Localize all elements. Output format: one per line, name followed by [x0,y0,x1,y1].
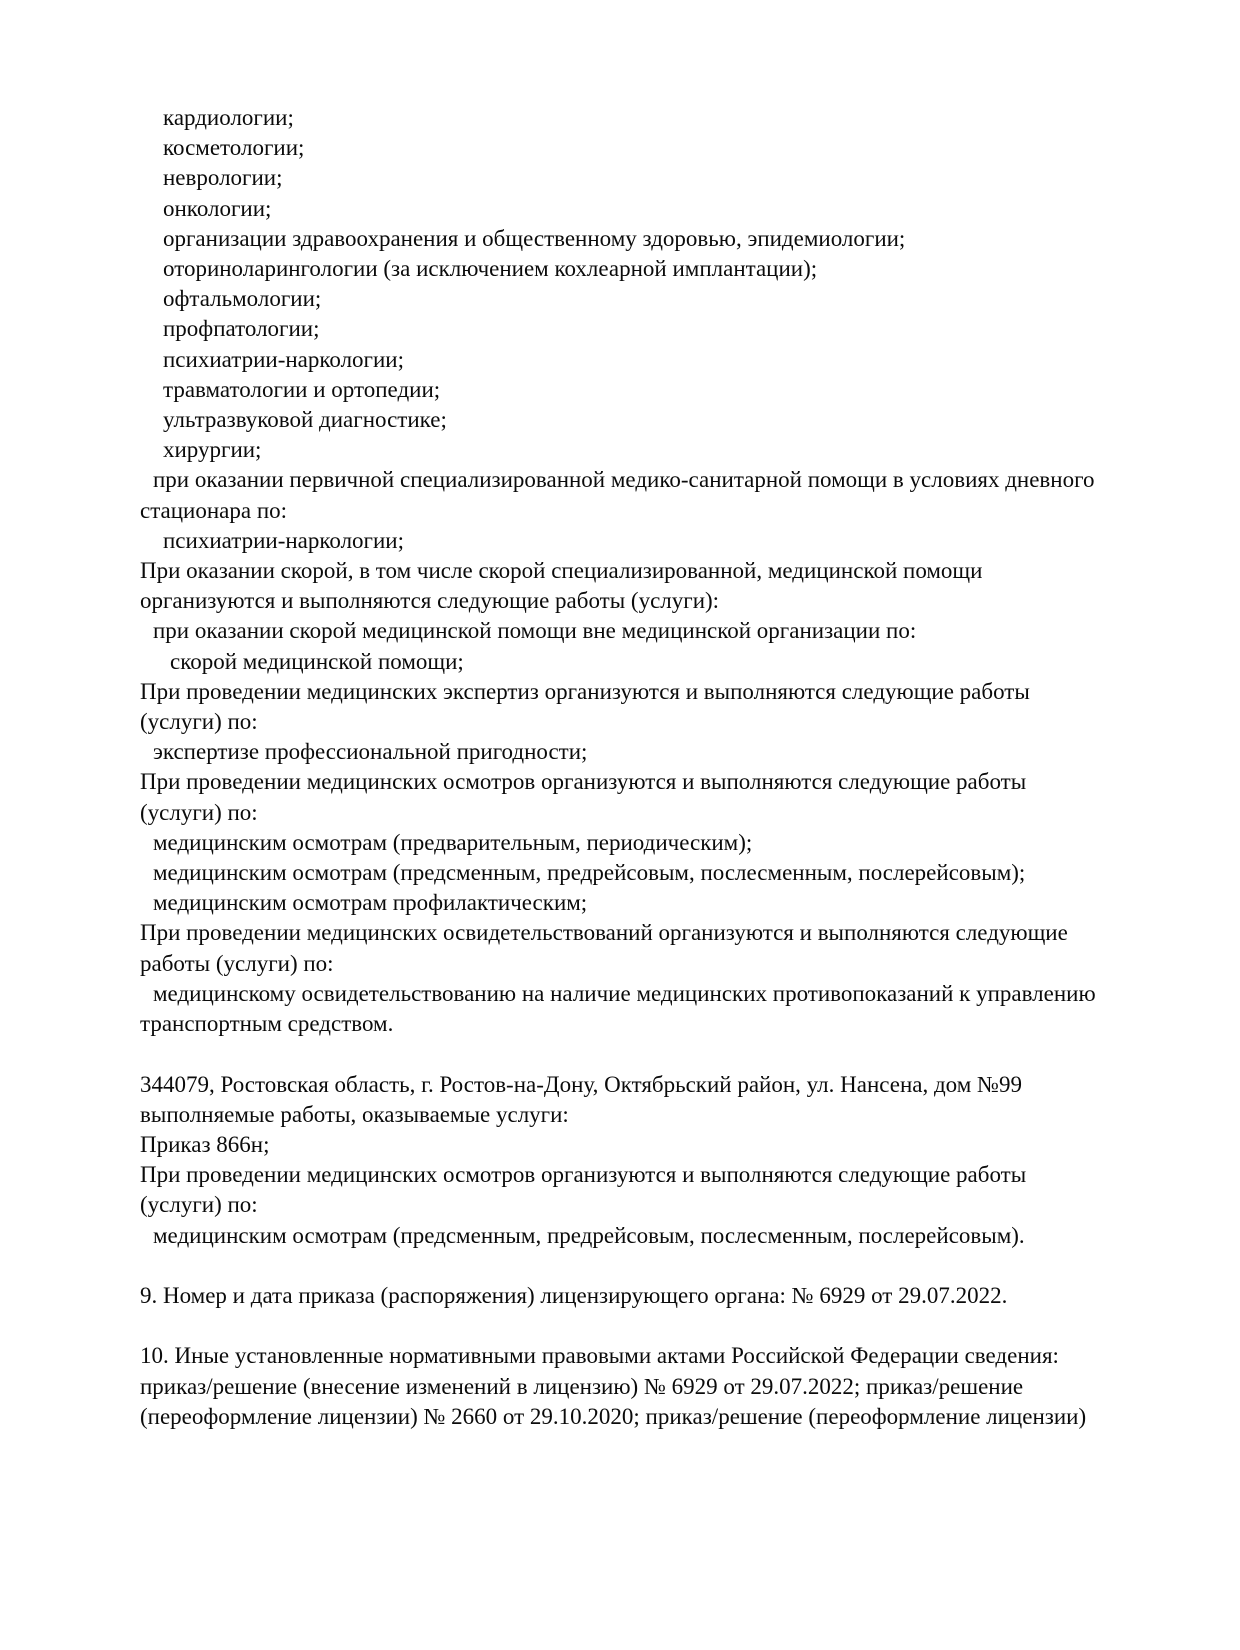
document-line: кардиологии; [163,105,294,130]
document-line: 9. Номер и дата приказа (распоряжения) лицензирующего органа: № 6929 от 29.07.2022. [140,1282,1008,1308]
document-line: 10. Иные установленные нормативными правовыми актами Российской Федерации сведения: [140,1343,1059,1369]
document-line: оториноларингологии (за исключением кохлеарной имплантации); [163,256,818,282]
document-line: При проведении медицинских экспертиз организуются и выполняются следующие работы [140,678,1030,704]
document-line: работы (услуги) по: [140,950,334,976]
document-line: (услуги) по: [140,1192,258,1218]
document-line: профпатологии; [163,316,320,342]
document-line: ультразвуковой диагностике; [163,407,447,433]
document-line: травматологии и ортопедии; [163,376,441,402]
document-line: медицинским осмотрам (предсменным, предрейсовым, послесменным, послерейсовым). [153,1222,1025,1248]
document-line: при оказании первичной специализированной медико-санитарной помощи в условиях дневного [153,467,1095,493]
document-line: (услуги) по: [140,799,258,825]
document-line: При проведении медицинских освидетельствований организуются и выполняются следующие [140,920,1068,946]
document-line: медицинским осмотрам (предварительным, периодическим); [153,829,753,855]
document-line: экспертизе профессиональной пригодности; [153,739,588,765]
document-line: при оказании скорой медицинской помощи вне медицинской организации по: [153,618,917,644]
document-line: приказ/решение (внесение изменений в лицензию) № 6929 от 29.07.2022; приказ/решение [140,1373,1024,1399]
document-line: медицинским осмотрам (предсменным, предрейсовым, послесменным, послерейсовым); [153,860,1026,886]
document-line: При проведении медицинских осмотров организуются и выполняются следующие работы [140,769,1027,795]
document-line: скорой медицинской помощи; [170,648,464,674]
document-line: 344079, Ростовская область, г. Ростов-на-Дону, Октябрьский район, ул. Нансена, дом №99 [140,1071,1022,1097]
document-line: При оказании скорой, в том числе скорой специализированной, медицинской помощи [140,558,983,584]
document-line: организуются и выполняются следующие работы (услуги): [140,588,720,614]
document-line: (услуги) по: [140,709,258,735]
document-line: (переоформление лицензии) № 2660 от 29.10.2020; приказ/решение (переоформление лицензии) [140,1403,1087,1429]
document-line: выполняемые работы, оказываемые услуги: [140,1101,569,1127]
document-line: косметологии; [163,135,305,161]
blank-line [140,1251,1140,1281]
document-line: психиатрии-наркологии; [163,346,404,372]
document-line: офтальмологии; [163,286,322,312]
document-line: хирургии; [163,437,262,463]
document-line: Приказ 866н; [140,1131,270,1157]
document-line: медицинским осмотрам профилактическим; [153,890,588,916]
document-line: организации здравоохранения и общественному здоровью, эпидемиологии; [163,225,906,251]
document-line: медицинскому освидетельствованию на наличие медицинских противопоказаний к управлению [153,980,1096,1006]
document-text-block [140,103,1140,1432]
document-line: При проведении медицинских осмотров организуются и выполняются следующие работы [140,1162,1027,1188]
document-line: транспортным средством. [140,1011,394,1037]
document-line: онкологии; [163,195,272,221]
document-line: стационара по: [140,497,288,523]
document-line: психиатрии-наркологии; [163,527,404,553]
blank-line [140,1039,1140,1069]
document-line: неврологии; [163,165,283,191]
blank-line [140,1311,1140,1341]
